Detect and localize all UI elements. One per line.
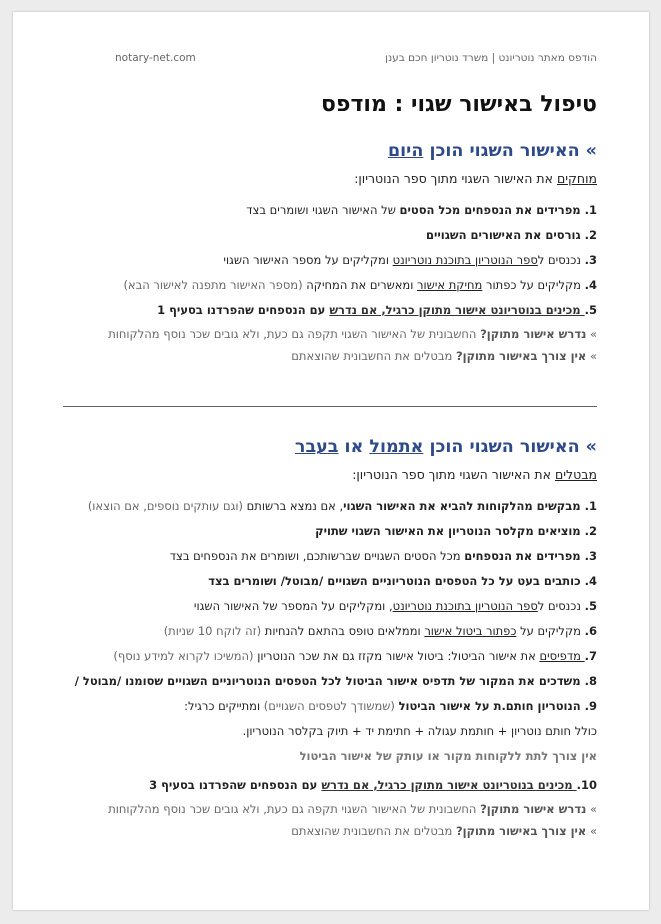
list-item: 8. משדכים את המקור של תדפיס אישור הביטול לכל הטפסים הנוטריוניים השגויים שסומנו /מבוטל / [74,674,597,688]
prepare-corrected-link[interactable]: מכינים בנוטריונט אישור מתוקן כרגיל, אם נדרש [329,303,585,317]
list-item: 3. נכנסים לספר הנוטריון בתוכנת נוטריונט ומקליקים על מספר האישור השגוי [223,253,597,267]
list-item: 5. מכינים בנוטריונט אישור מתוקן כרגיל, אם נדרש עם הנספחים שהפרדנו בסעיף 1 [157,303,597,317]
list-item: 6. מקליקים על כפתור ביטול אישור וממלאים טופס בהתאם להנחיות (זה לוקח 10 שניות) [163,624,597,638]
section-past [57,434,597,842]
note-line: » אין צורך באישור מתוקן? מבטלים את החשבונית שהוצאתם [291,349,597,363]
list-item: 2. מוציאים מקלסר הנוטריון את האישור השגוי שתויק [315,524,597,538]
section-today-heading: » האישור השגוי הוכן היום [387,141,597,161]
note-line: » נדרש אישור מתוקן? החשבונית של האישור השגוי תקפה גם כעת, ולא גובים שכר נוסף מהלקוחות [108,327,597,341]
section-past-intro: מבטלים את האישור השגוי מתוך ספר הנוטריון: [352,467,597,482]
print-header-source: הודפס מאתר נוטריונט | משרד נוטריון חכם בענן [385,52,597,64]
list-item: 4. מקליקים על כפתור מחיקת אישור ומאשרים את המחיקה (מספר האישור מתפנה לאישור הבא) [123,278,597,292]
note-line: » אין צורך באישור מתוקן? מבטלים את החשבונית שהוצאתם [291,824,597,838]
note-line: » נדרש אישור מתוקן? החשבונית של האישור השגוי תקפה גם כעת, ולא גובים שכר נוסף מהלקוחות [108,802,597,816]
section-today [57,138,597,367]
list-item: 5. נכנסים לספר הנוטריון בתוכנת נוטריונט, ומקליקים על המספר של האישור השגוי [193,599,597,613]
yesterday-link[interactable]: אתמול [369,437,424,457]
delete-approval-link[interactable]: מחיקת אישור [417,278,483,292]
section-past-heading: » האישור השגוי הוכן אתמול או בעבר [294,437,597,457]
list-item: 1. מבקשים מהלקוחות להביא את האישור השגוי, אם נמצא ברשותם (וגם עותקים נוספים, אם הוצאו) [87,499,597,513]
stamp-instructions: כולל חותם נוטריון + חותמת עגולה + חתימת יד + תיוק בקלסר הנוטריון. [242,724,597,738]
printed-page [13,12,649,910]
prepare-corrected-link[interactable]: מכינים בנוטריונט אישור מתוקן כרגיל, אם נדרש [321,778,577,792]
list-item: 10. מכינים בנוטריונט אישור מתוקן כרגיל, אם נדרש עם הנספחים שהפרדנו בסעיף 3 [149,778,597,792]
notary-book-link[interactable]: ספר הנוטריון בתוכנת נוטריונט [392,253,538,267]
section-divider [63,406,597,407]
print-link[interactable]: מדפיסים [539,649,585,663]
print-header [13,52,649,68]
print-header-site: notary-net.com [115,52,196,64]
list-item: 1. מפרידים את הנספחים מכל הסטים של האישור השגוי ושומרים בצד [246,203,597,217]
list-item: 2. גורסים את האישורים השגויים [426,228,597,242]
page-title: טיפול באישור שגוי : מודפס [321,92,597,117]
cancel-approval-link[interactable]: כפתור ביטול אישור [424,624,517,638]
list-item: 7. מדפיסים את אישור הביטול: ביטול אישור מקזז גם את שכר הנוטריון (המשיכו לקרוא למידע נוסף) [113,649,597,663]
no-copy-note: אין צורך לתת ללקוחות מקור או עותק של אישור הביטול [299,749,597,763]
list-item: 4. כותבים בעט על כל הטפסים הנוטריוניים השגויים /מבוטל/ ושומרים בצד [208,574,597,588]
today-link[interactable]: היום [387,141,424,161]
notary-book-link[interactable]: ספר הנוטריון בתוכנת נוטריונט [392,599,538,613]
past-link[interactable]: בעבר [294,437,339,457]
list-item: 9. הנוטריון חותם.ת על אישור הביטול (שמשודך לטפסים השגויים) ומתייקים כרגיל: [184,699,597,713]
section-today-intro: מוחקים את האישור השגוי מתוך ספר הנוטריון: [354,171,597,186]
list-item: 3. מפרידים את הנספחים מכל הסטים השגויים שברשותכם, ושומרים את הנספחים בצד [169,549,597,563]
